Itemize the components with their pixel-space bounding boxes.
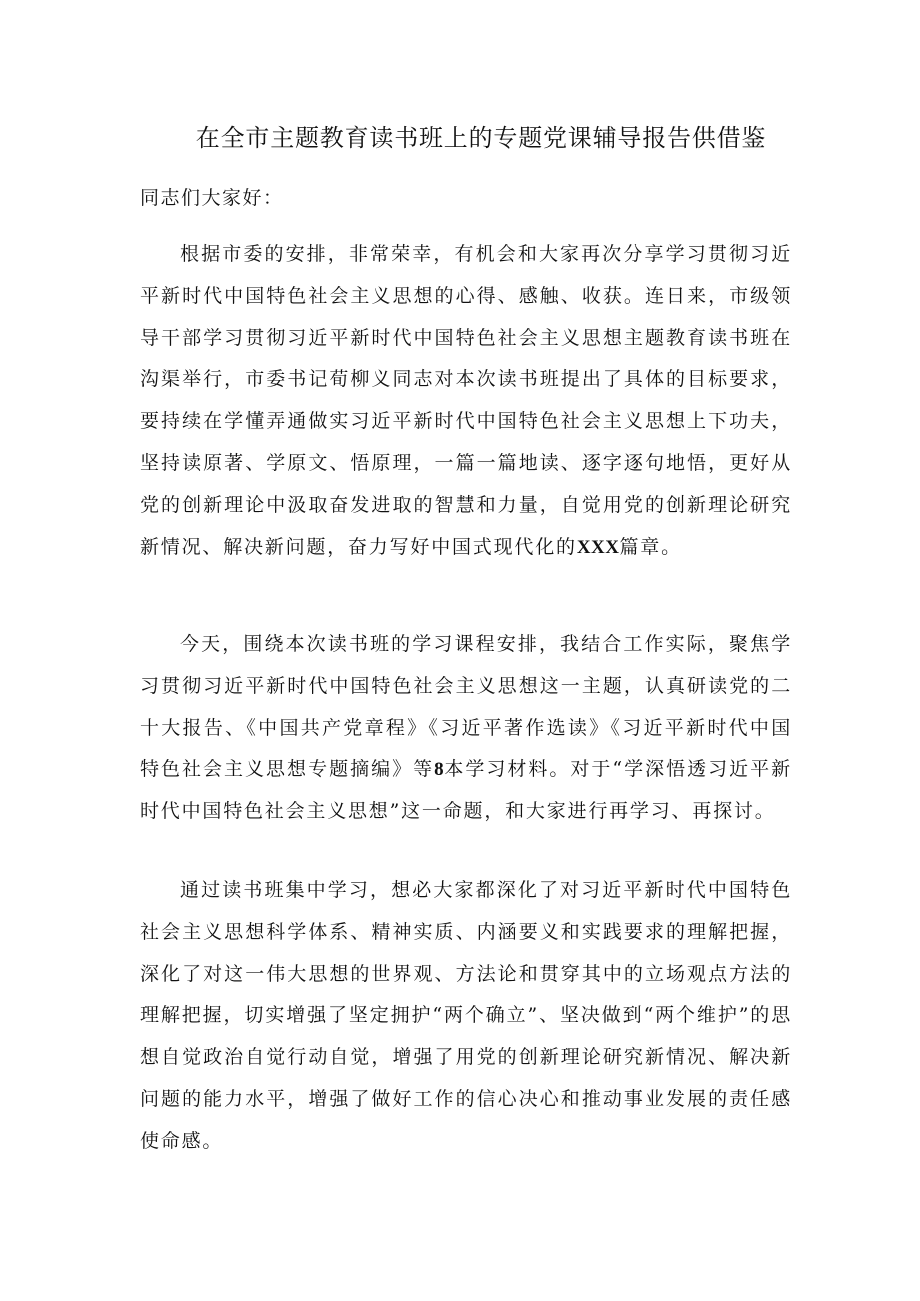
paragraph-2-text: 今天，围绕本次读书班的学习课程安排，我结合工作实际，聚焦学习贯彻习近平新时代中国特色社会主义思想这一主题，认真研读党的二十大报告、《中国共产党章程》《习近平著作选读》《习近平新时代中国特色社会主义思想专题摘编》等 [140, 633, 792, 781]
paragraph-2-emphasis: 8 [434, 759, 445, 781]
salutation: 同志们大家好： [140, 187, 284, 209]
paragraph-1-text: 根据市委的安排，非常荣幸，有机会和大家再次分享学习贯彻习近平新时代中国特色社会主义思想的心得、感触、收获。连日来，市级领导干部学习贯彻习近平新时代中国特色社会主义思想主题教育读书班在沟渠举行，市委书记荀柳义同志对本次读书班提出了具体的目标要求，要持续在学懂弄通做实习近平新时代中国特色社会主义思想上下功夫，坚持读原著、学原文、悟原理，一篇一篇地读、逐字逐句地悟，更好从党的创新理论中汲取奋发进取的智慧和力量，自觉用党的创新理论研究新情况、解决新问题，奋力写好中国式现代化的 [140, 243, 792, 558]
paragraph-2 [140, 624, 792, 833]
paragraph-3: 通过读书班集中学习，想必大家都深化了对习近平新时代中国特色社会主义思想科学体系、精神实质、内涵要义和实践要求的理解把握，深化了对这一伟大思想的世界观、方法论和贯穿其中的立场观点方法的理解把握，切实增强了坚定拥护“两个确立”、坚决做到“两个维护”的思想自觉政治自觉行动自觉，增强了用党的创新理论研究新情况、解决新问题的能力水平，增强了做好工作的信心决心和推动事业发展的责任感使命感。 [140, 879, 792, 1152]
paragraph-2-ending: 本学习材料。对于“学深悟透习近平新时代中国特色社会主义思想”这一命题，和大家进行再学习、再探讨。 [140, 758, 792, 823]
paragraph-1 [140, 234, 792, 568]
paragraph-1-emphasis: XXX [576, 536, 620, 558]
document-title: 在全市主题教育读书班上的专题党课辅导报告供借鉴 [195, 124, 767, 152]
paragraph-1-ending: 篇章。 [619, 535, 682, 558]
